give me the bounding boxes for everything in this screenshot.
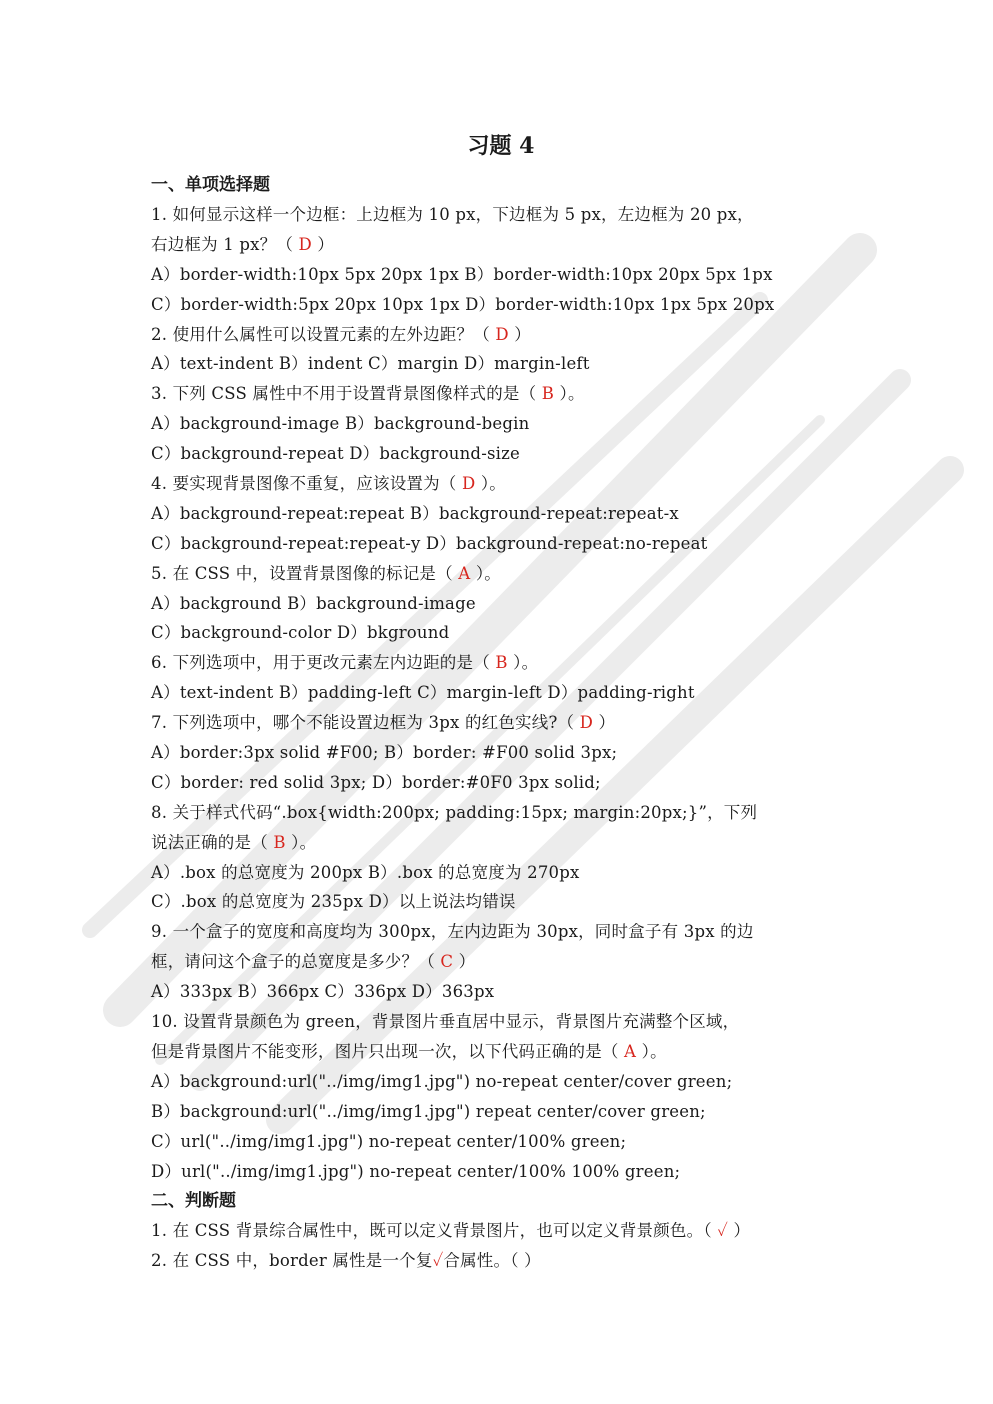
question-1-line-2	[151, 230, 851, 260]
question-7	[151, 708, 851, 738]
question-3-text: 3. 下列 CSS 属性中不用于设置背景图像样式的是（	[151, 384, 542, 404]
judge-2	[151, 1246, 851, 1276]
judge-1-text: 1. 在 CSS 背景综合属性中，既可以定义背景图片，也可以定义背景颜色。（	[151, 1221, 718, 1241]
question-7-options-ab: A）border:3px solid #F00; B）border: #F00 solid 3px;	[151, 743, 618, 763]
question-2-answer: D	[495, 324, 509, 344]
question-5-text: 5. 在 CSS 中，设置背景图像的标记是（	[151, 563, 459, 583]
judge-1-close: ）	[728, 1221, 751, 1241]
question-7-options-cd: C）border: red solid 3px; D）border:#0F0 3px solid;	[151, 772, 601, 792]
judge-2-check-icon: ✓	[432, 1251, 444, 1271]
question-2	[151, 320, 851, 350]
question-8-options-cd: C）.box 的总宽度为 235px D）以上说法均错误	[151, 892, 516, 912]
question-9-text: 框，请问这个盒子的总宽度是多少？（	[151, 952, 441, 972]
judge-2-text-a: 2. 在 CSS 中，border 属性是一个复	[151, 1251, 433, 1271]
question-8-text: 说法正确的是（	[151, 832, 274, 852]
question-10-text: 但是背景图片不能变形，图片只出现一次，以下代码正确的是（	[151, 1041, 625, 1061]
judge-2-text-b: 合属性。（ ）	[443, 1251, 541, 1271]
question-9-line-1: 9. 一个盒子的宽度和高度均为 300px，左内边距为 30px，同时盒子有 3px 的边	[151, 922, 754, 942]
question-4-options-ab: A）background-repeat:repeat B）background-repeat:repeat-x	[151, 503, 679, 523]
question-10-line-1: 10. 设置背景颜色为 green，背景图片垂直居中显示，背景图片充满整个区域，	[151, 1012, 740, 1032]
question-10-option-c: C）url("../img/img1.jpg") no-repeat center/100% green;	[151, 1131, 627, 1151]
question-9-answer: C	[440, 952, 454, 972]
question-10-option-a: A）background:url("../img/img1.jpg") no-repeat center/cover green;	[151, 1071, 733, 1091]
question-3-options-ab: A）background-image B）background-begin	[151, 414, 530, 434]
question-10-answer: A	[624, 1041, 637, 1061]
question-5-answer: A	[458, 563, 471, 583]
judge-1	[151, 1216, 851, 1246]
judge-1-check-icon: ✓	[717, 1221, 729, 1241]
question-4-text: 4. 要实现背景图像不重复，应该设置为（	[151, 474, 462, 494]
question-1-text: 右边框为 1 px？（	[151, 234, 299, 254]
question-8-close: ）。	[285, 832, 317, 852]
question-1-answer: D	[298, 234, 312, 254]
question-5	[151, 559, 851, 589]
question-9-close: ）	[453, 952, 476, 972]
question-3-close: ）。	[554, 384, 585, 404]
question-6-answer: B	[495, 653, 508, 673]
question-6-text: 6. 下列选项中，用于更改元素左内边距的是（	[151, 653, 496, 673]
question-8-answer: B	[273, 832, 286, 852]
question-7-text: 7. 下列选项中，哪个不能设置边框为 3px 的红色实线?（	[151, 713, 580, 733]
question-5-close: ）。	[470, 563, 501, 583]
page-title: 习题 4	[467, 133, 535, 159]
question-2-options: A）text-indent B）indent C）margin D）margin-left	[151, 354, 590, 374]
question-10-option-b: B）background:url("../img/img1.jpg") repeat center/cover green;	[151, 1101, 706, 1121]
question-6-close: ）。	[507, 653, 539, 673]
question-3-answer: B	[541, 384, 555, 404]
question-4	[151, 469, 851, 499]
question-7-close: ）	[593, 713, 616, 733]
question-8-options-ab: A）.box 的总宽度为 200px B）.box 的总宽度为 270px	[151, 862, 580, 882]
section-heading-true-false: 二、判断题	[151, 1191, 236, 1212]
question-1-options-cd: C）border-width:5px 20px 10px 1px D）border-width:10px 1px 5px 20px	[151, 294, 775, 314]
question-10-option-d: D）url("../img/img1.jpg") no-repeat center/100% 100% green;	[151, 1161, 681, 1181]
question-1-line-1: 1. 如何显示这样一个边框：上边框为 10 px，下边框为 5 px，左边框为 20 px，	[151, 205, 754, 224]
question-6-options: A）text-indent B）padding-left C）margin-left D）padding-right	[151, 683, 695, 703]
question-2-close: ）	[508, 324, 531, 344]
question-1-options-ab: A）border-width:10px 5px 20px 1px B）border-width:10px 20px 5px 1px	[151, 264, 773, 284]
question-1-close: ）	[311, 234, 335, 254]
question-9-options: A）333px B）366px C）336px D）363px	[151, 982, 495, 1002]
question-5-options-cd: C）background-color D）bkground	[151, 623, 450, 643]
question-4-options-cd: C）background-repeat:repeat-y D）background-repeat:no-repeat	[151, 533, 708, 553]
section-heading-single-choice: 一、单项选择题	[151, 175, 270, 195]
question-2-text: 2. 使用什么属性可以设置元素的左外边距？（	[151, 324, 496, 344]
question-3	[151, 379, 851, 409]
question-4-answer: D	[461, 474, 476, 494]
question-3-options-cd: C）background-repeat D）background-size	[151, 444, 520, 464]
question-10-close: ）。	[636, 1041, 667, 1061]
question-5-options-ab: A）background B）background-image	[151, 593, 476, 613]
question-4-close: ）。	[475, 474, 506, 494]
question-6	[151, 648, 851, 678]
question-9-line-2	[151, 947, 851, 977]
question-7-answer: D	[579, 713, 594, 733]
exercise-page	[151, 128, 851, 1276]
question-8-line-2	[151, 828, 851, 858]
question-10-line-2	[151, 1037, 851, 1067]
question-8-line-1: 8. 关于样式代码“.box{width:200px; padding:15px; margin:20px;}”，下列	[151, 802, 758, 822]
